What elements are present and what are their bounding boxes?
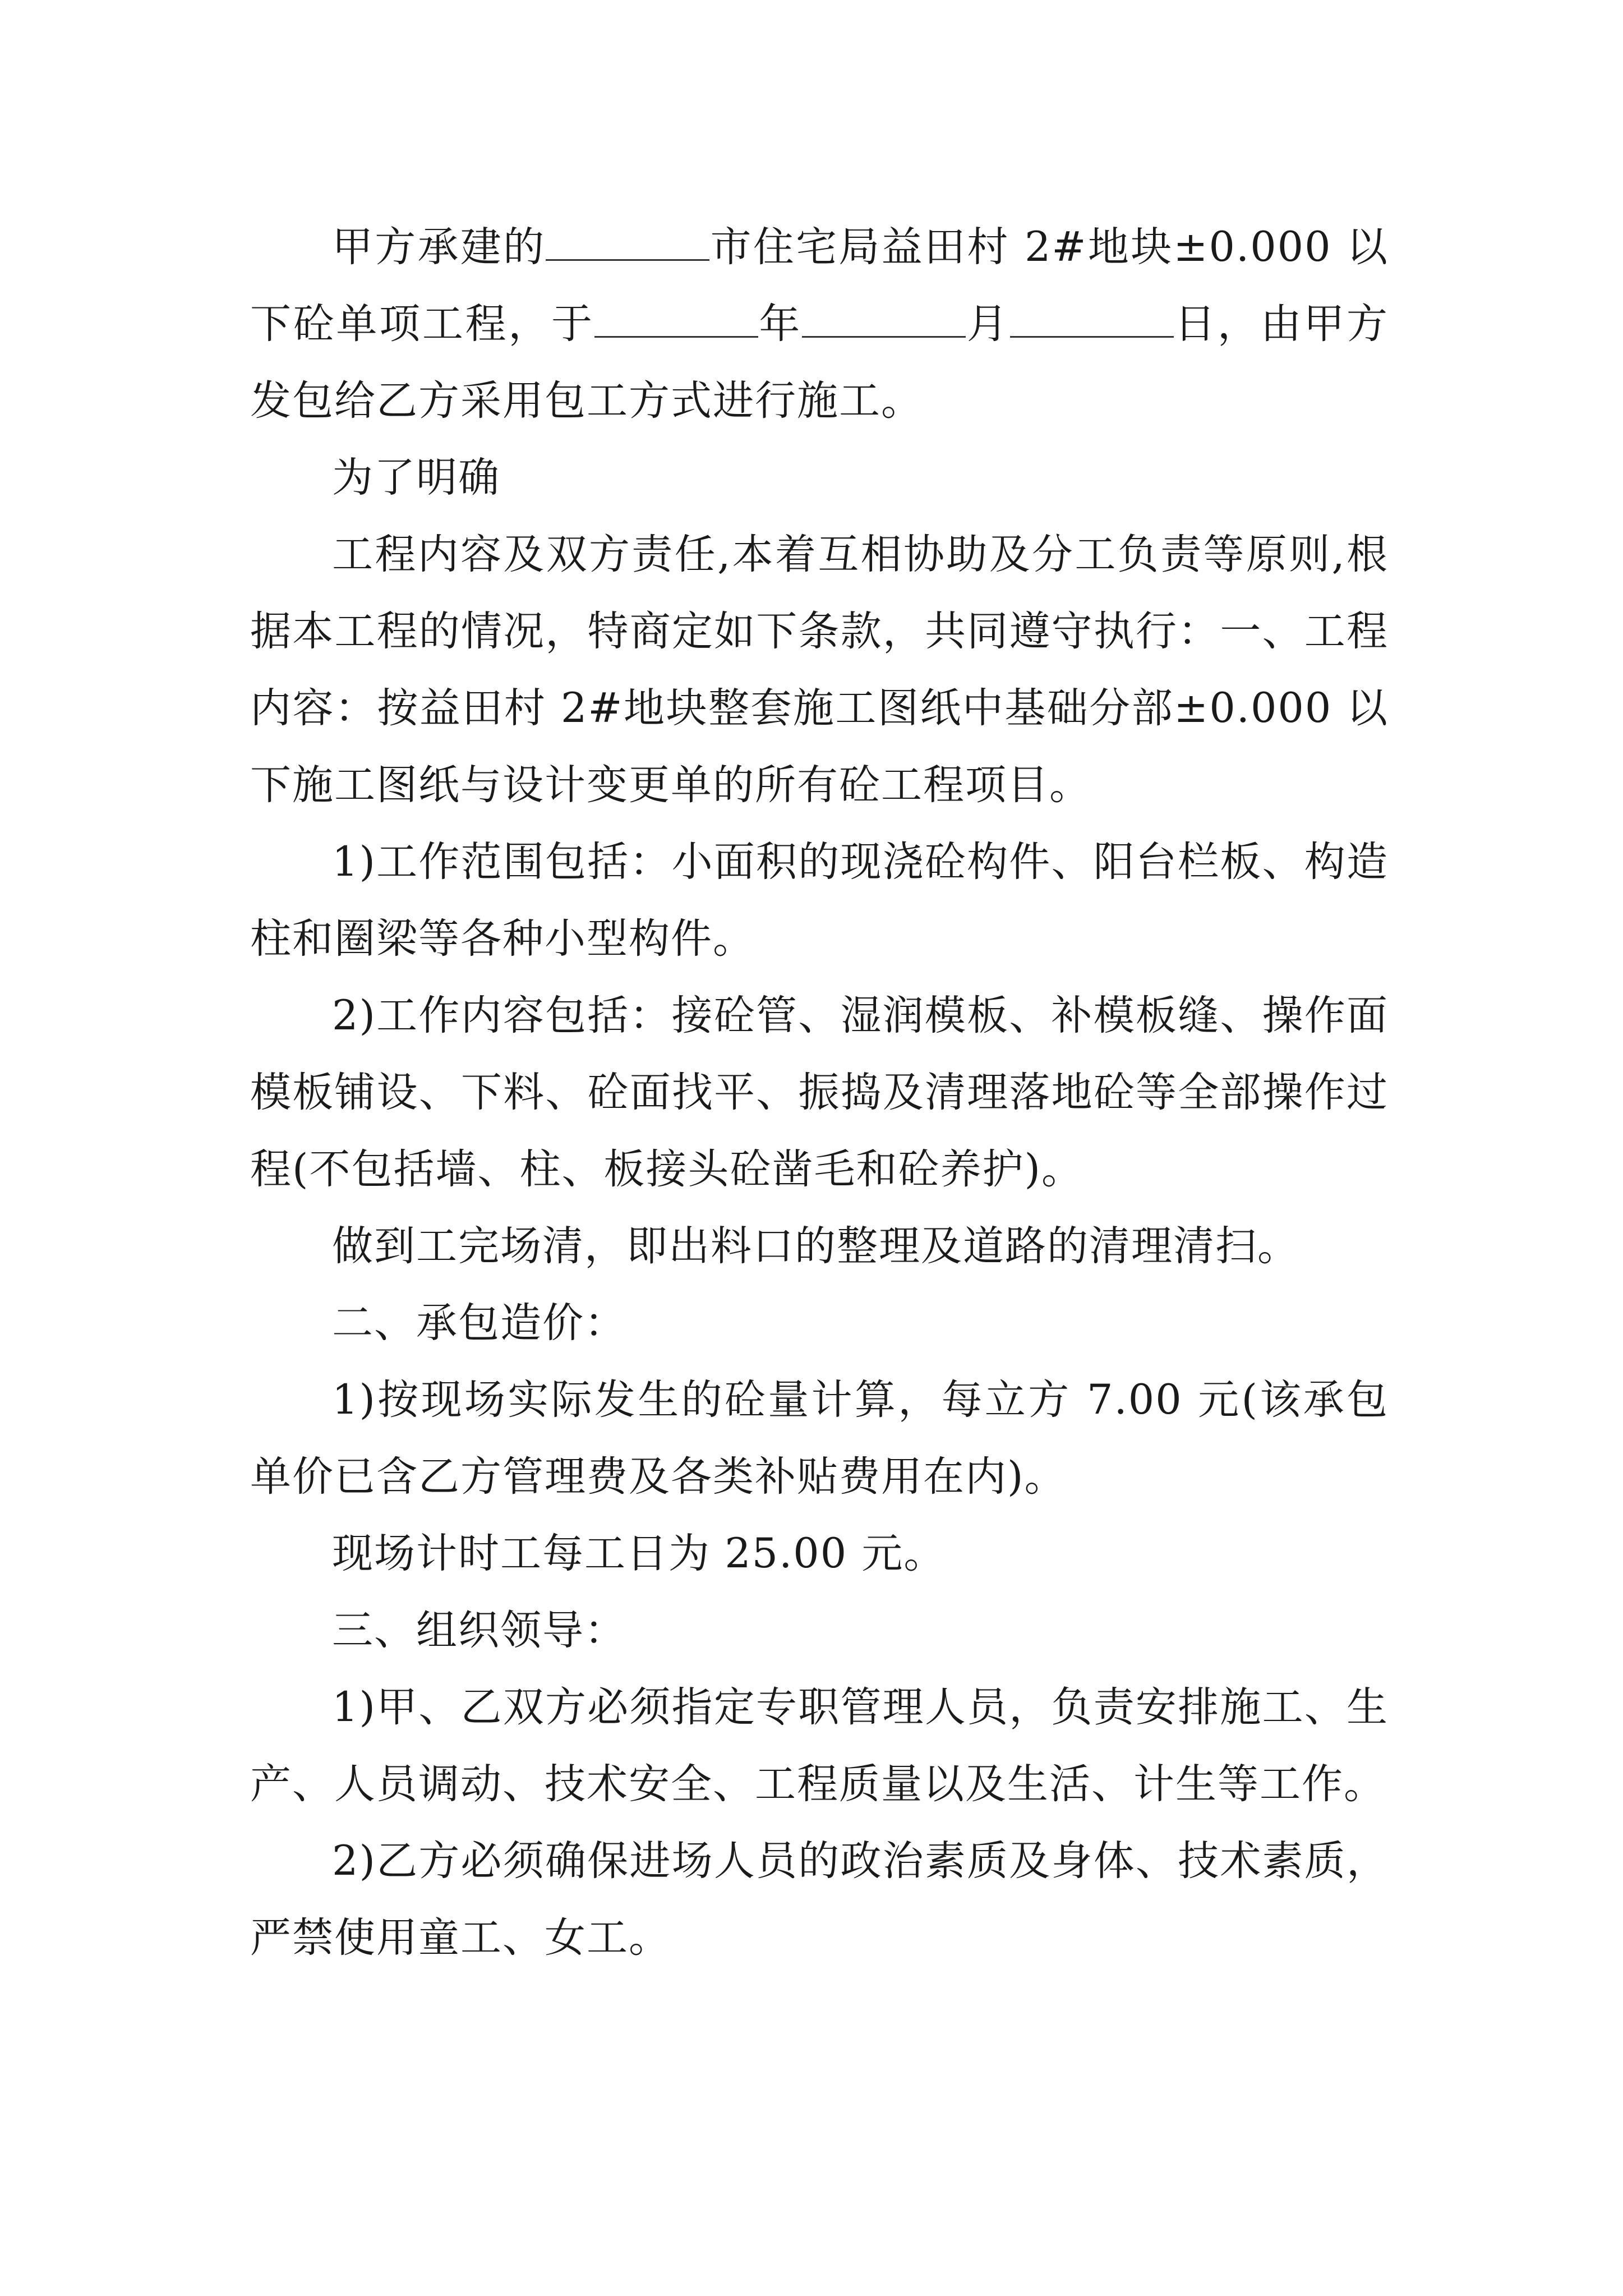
paragraph-5: 2)工作内容包括：接砼管、湿润模板、补模板缝、操作面模板铺设、下料、砼面找平、振捣及清理落地砼等全部操作过程(不包括墙、柱、板接头砼凿毛和砼养护)。: [250, 992, 1389, 1193]
paragraph-3: 工程内容及双方责任,本着互相协助及分工负责等原则,根据本工程的情况，特商定如下条款，共同遵守执行：一、工程内容：按益田村 2#地块整套施工图纸中基础分部±0.000 以下施工图纸与设计变更单的所有砼工程项目。: [250, 531, 1389, 809]
paragraph-8: 1)按现场实际发生的砼量计算，每立方 7.00 元(该承包单价已含乙方管理费及各类补贴费用在内)。: [250, 1376, 1389, 1501]
blank-line-city: [546, 226, 709, 261]
paragraph-1: [250, 209, 1389, 439]
paragraph-11: 1)甲、乙双方必须指定专职管理人员，负责安排施工、生产、人员调动、技术安全、工程质量以及生活、计生等工作。: [250, 1683, 1389, 1808]
document-body: [250, 209, 1389, 1976]
blank-line-day: [1010, 302, 1174, 338]
paragraph-10: 三、组织领导：: [332, 1607, 626, 1654]
paragraph-2: 为了明确: [332, 454, 500, 501]
paragraph-9: 现场计时工每工日为 25.00 元。: [332, 1530, 946, 1577]
paragraph-1-part-b: 市住宅局益田村 2#地块±0.000 以下砼单项工程，于: [250, 223, 1389, 348]
paragraph-7: 二、承包造价：: [332, 1299, 626, 1347]
paragraph-1-part-c: 年: [758, 300, 803, 348]
blank-line-month: [802, 302, 966, 338]
paragraph-1-part-e: 日，由甲方发包给乙方采用包工方式进行施工。: [250, 300, 1389, 425]
paragraph-6: 做到工完场清，即出料口的整理及道路的清理清扫。: [332, 1222, 1299, 1270]
paragraph-1-part-d: 月: [966, 300, 1010, 348]
paragraph-12: 2)乙方必须确保进场人员的政治素质及身体、技术素质，严禁使用童工、女工。: [250, 1837, 1389, 1962]
blank-line-year: [594, 302, 758, 338]
paragraph-1-part-a: 甲方承建的: [332, 223, 546, 271]
paragraph-4: 1)工作范围包括：小面积的现浇砼构件、阳台栏板、构造柱和圈梁等各种小型构件。: [250, 838, 1389, 963]
